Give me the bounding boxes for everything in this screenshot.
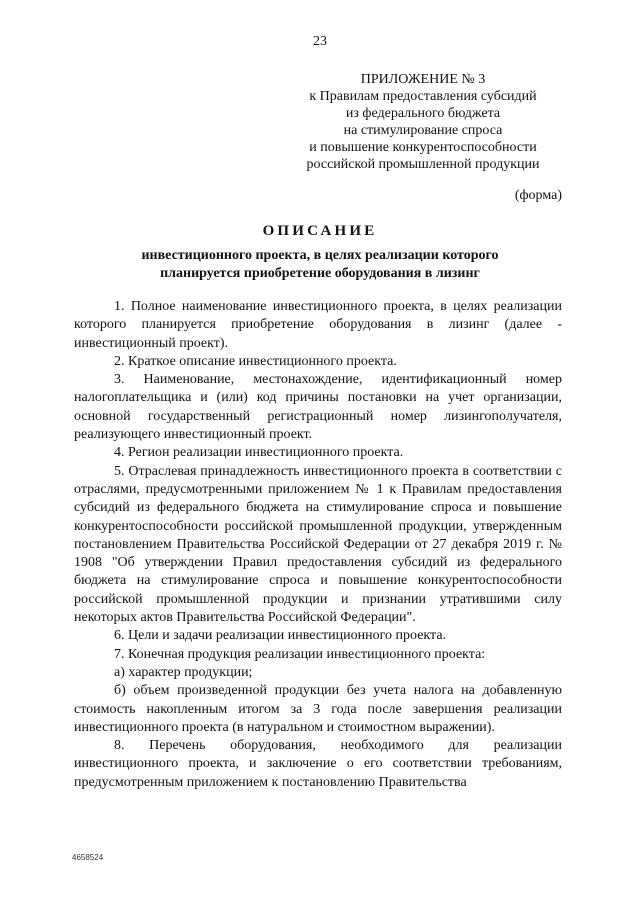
paragraph-subitem-b: б) объем произведенной продукции без учета налога на добавленную стоимость накопленным итогом за 3 года после завершения реализации инвестиционного проекта (в натуральном и стоимостном выражении). — [74, 683, 562, 735]
appendix-line: из федерального бюджета — [345, 106, 501, 121]
appendix-header — [280, 71, 566, 173]
page-number: 23 — [313, 34, 327, 49]
appendix-line: на стимулирование спроса — [343, 123, 503, 138]
paragraph-item-6: 6. Цели и задачи реализации инвестиционного проекта. — [114, 628, 447, 644]
paragraph-item-1: 1. Полное наименование инвестиционного проекта, в целях реализации которого планируется приобретение оборудования в лизинг (далее - инвестиционный проект). — [74, 299, 562, 351]
paragraph-item-3: 3. Наименование, местонахождение, идентификационный номер налогоплательщика и (или) код причины постановки на учет организации, основной государственный регистрационный номер лизингополучателя, реализующего инвестиционный проект. — [74, 372, 562, 443]
subtitle-line: планируется приобретение оборудования в лизинг — [160, 266, 480, 281]
paragraph-item-4: 4. Регион реализации инвестиционного проекта. — [114, 445, 404, 461]
paragraph-item-5: 5. Отраслевая принадлежность инвестиционного проекта в соответствии с отраслями, предусмотренными приложением № 1 к Правилам предоставления субсидий из федерального бюджета на стимулирование спроса и повышение конкурентоспособности российской промышленной продукции, утвержденным постановлением Правительства Российской Федерации от 27 декабря 2019 г. № 1908 "Об утверждении Правил предоставления субсидий из федерального бюджета на стимулирование спроса и повышение конкурентоспособности российской промышленной продукции и признании утратившими силу некоторых актов Правительства Российской Федерации". — [74, 463, 562, 626]
footer-document-code: 4658524 — [72, 853, 104, 862]
appendix-line: и повышение конкурентоспособности — [309, 140, 537, 155]
paragraph-item-8: 8. Перечень оборудования, необходимого для реализации инвестиционного проекта, и заключение о его соответствии требованиям, предусмотренным приложением к постановлению Правительства — [74, 738, 562, 790]
document-title: ОПИСАНИЕ — [262, 223, 378, 239]
appendix-line: к Правилам предоставления субсидий — [309, 89, 537, 104]
paragraph-item-7: 7. Конечная продукция реализации инвестиционного проекта: — [114, 646, 486, 662]
appendix-line: ПРИЛОЖЕНИЕ № 3 — [360, 72, 486, 87]
form-label: (форма) — [514, 188, 562, 203]
appendix-line: российской промышленной продукции — [306, 157, 540, 172]
paragraph-subitem-a: а) характер продукции; — [114, 664, 253, 680]
paragraph-item-2: 2. Краткое описание инвестиционного проекта. — [114, 353, 397, 369]
document-subtitle — [100, 247, 540, 283]
subtitle-line: инвестиционного проекта, в целях реализации которого — [141, 248, 499, 263]
document-body — [74, 298, 562, 792]
